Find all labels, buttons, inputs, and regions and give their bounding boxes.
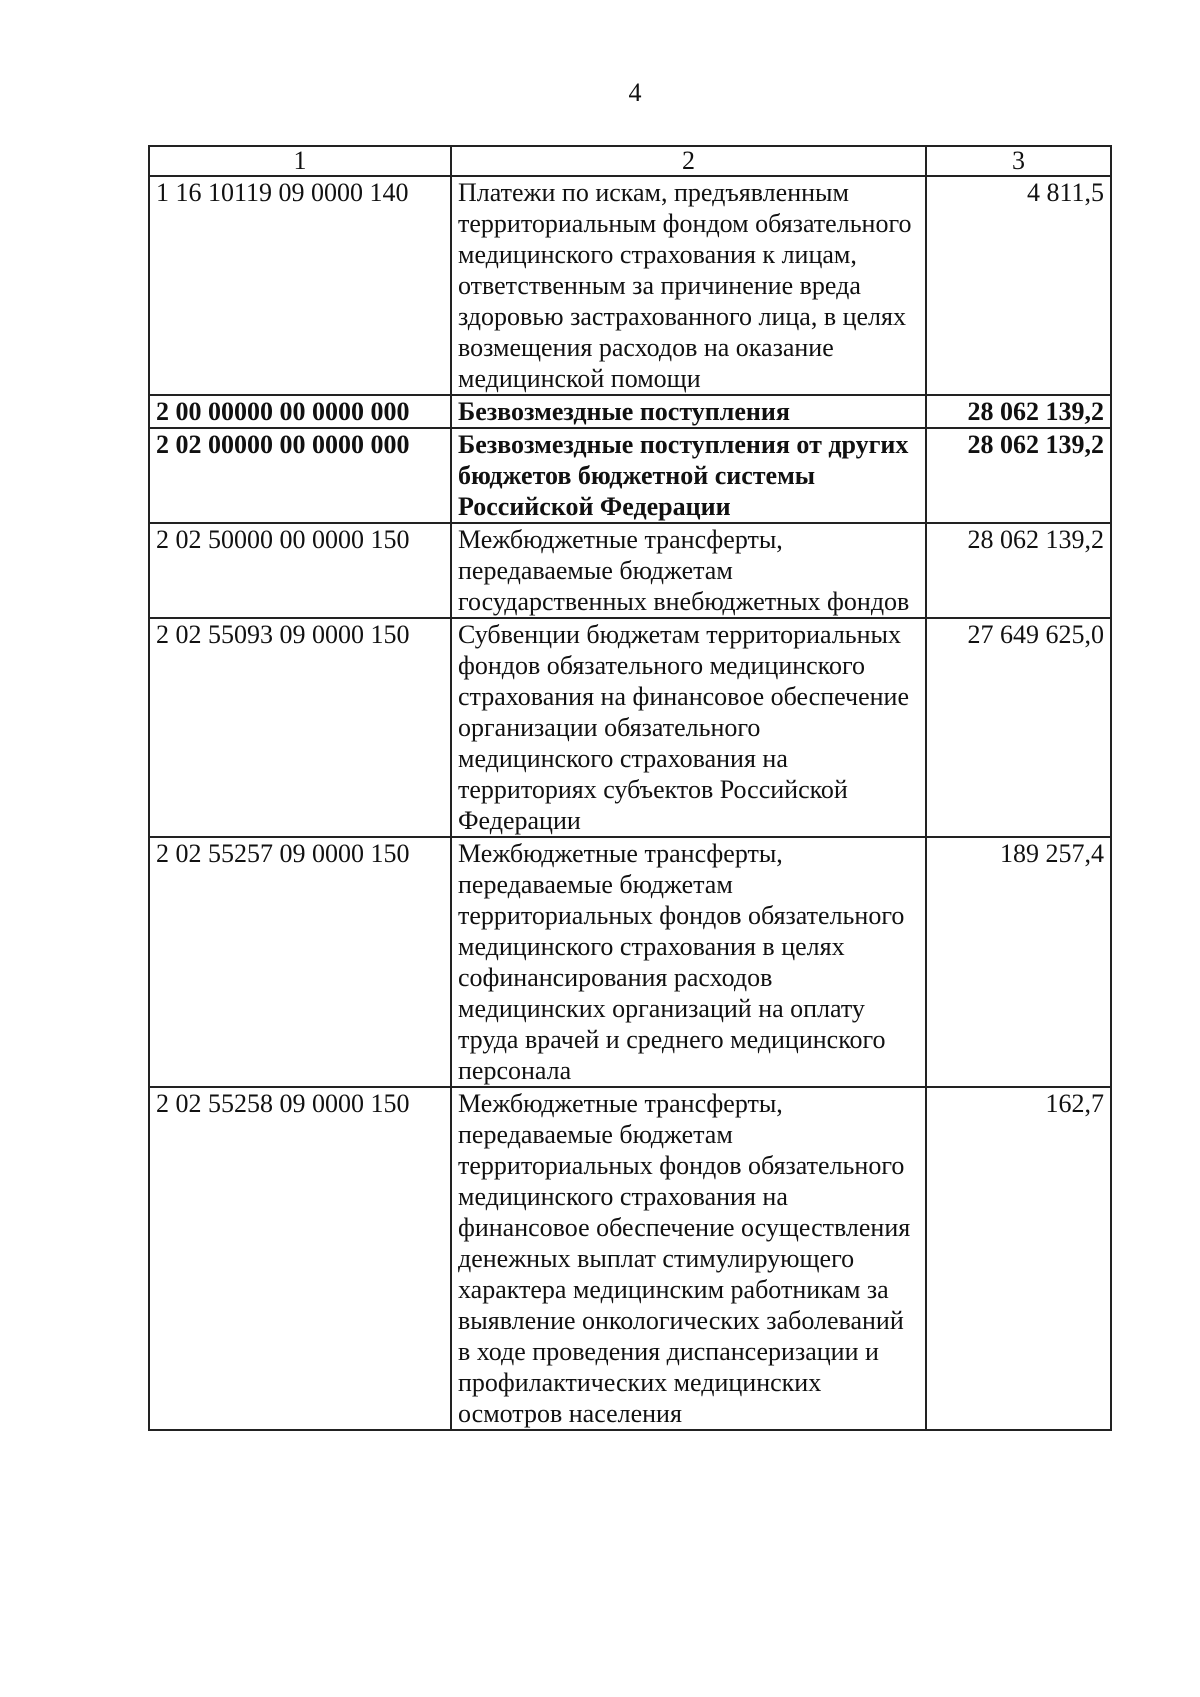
row-amount: 27 649 625,0 <box>926 618 1111 837</box>
row-amount: 28 062 139,2 <box>926 523 1111 618</box>
row-code: 2 02 55093 09 0000 150 <box>149 618 451 837</box>
row-code: 2 02 55257 09 0000 150 <box>149 837 451 1087</box>
column-header-amount: 3 <box>926 146 1111 176</box>
table-row <box>149 523 1111 618</box>
table-row <box>149 428 1111 523</box>
row-amount: 4 811,5 <box>926 176 1111 395</box>
row-code: 2 02 55258 09 0000 150 <box>149 1087 451 1430</box>
row-amount: 28 062 139,2 <box>926 428 1111 523</box>
page-number: 4 <box>628 78 642 107</box>
row-code: 2 02 00000 00 0000 000 <box>149 428 451 523</box>
row-code: 2 02 50000 00 0000 150 <box>149 523 451 618</box>
row-name: Безвозмездные поступления <box>451 395 926 428</box>
table-row <box>149 837 1111 1087</box>
row-amount: 162,7 <box>926 1087 1111 1430</box>
table-row <box>149 618 1111 837</box>
row-code: 2 00 00000 00 0000 000 <box>149 395 451 428</box>
row-name: Безвозмездные поступления от других бюджетов бюджетной системы Российской Федерации <box>451 428 926 523</box>
table-row <box>149 395 1111 428</box>
row-name: Межбюджетные трансферты, передаваемые бюджетам государственных внебюджетных фондов <box>451 523 926 618</box>
row-amount: 28 062 139,2 <box>926 395 1111 428</box>
row-name: Межбюджетные трансферты, передаваемые бюджетам территориальных фондов обязательного медицинского страхования в целях софинансирования расходов медицинских организаций на оплату труда врачей и среднего медицинского персонала <box>451 837 926 1087</box>
row-name: Платежи по искам, предъявленным территориальным фондом обязательного медицинского страхования к лицам, ответственным за причинение вреда здоровью застрахованного лица, в целях возмещения расходов на оказание медицинской помощи <box>451 176 926 395</box>
row-name: Межбюджетные трансферты, передаваемые бюджетам территориальных фондов обязательного медицинского страхования на финансовое обеспечение осуществления денежных выплат стимулирующего характера медицинским работникам за выявление онкологических заболеваний в ходе проведения диспансеризации и профилактических медицинских осмотров населения <box>451 1087 926 1430</box>
column-header-code: 1 <box>149 146 451 176</box>
budget-revenue-table <box>148 145 1112 1431</box>
column-header-name: 2 <box>451 146 926 176</box>
row-amount: 189 257,4 <box>926 837 1111 1087</box>
table-row <box>149 1087 1111 1430</box>
table-header-row <box>149 146 1111 176</box>
table-row <box>149 176 1111 395</box>
row-name: Субвенции бюджетам территориальных фондов обязательного медицинского страхования на финансовое обеспечение организации обязательного медицинского страхования на территориях субъектов Российской Федерации <box>451 618 926 837</box>
row-code: 1 16 10119 09 0000 140 <box>149 176 451 395</box>
